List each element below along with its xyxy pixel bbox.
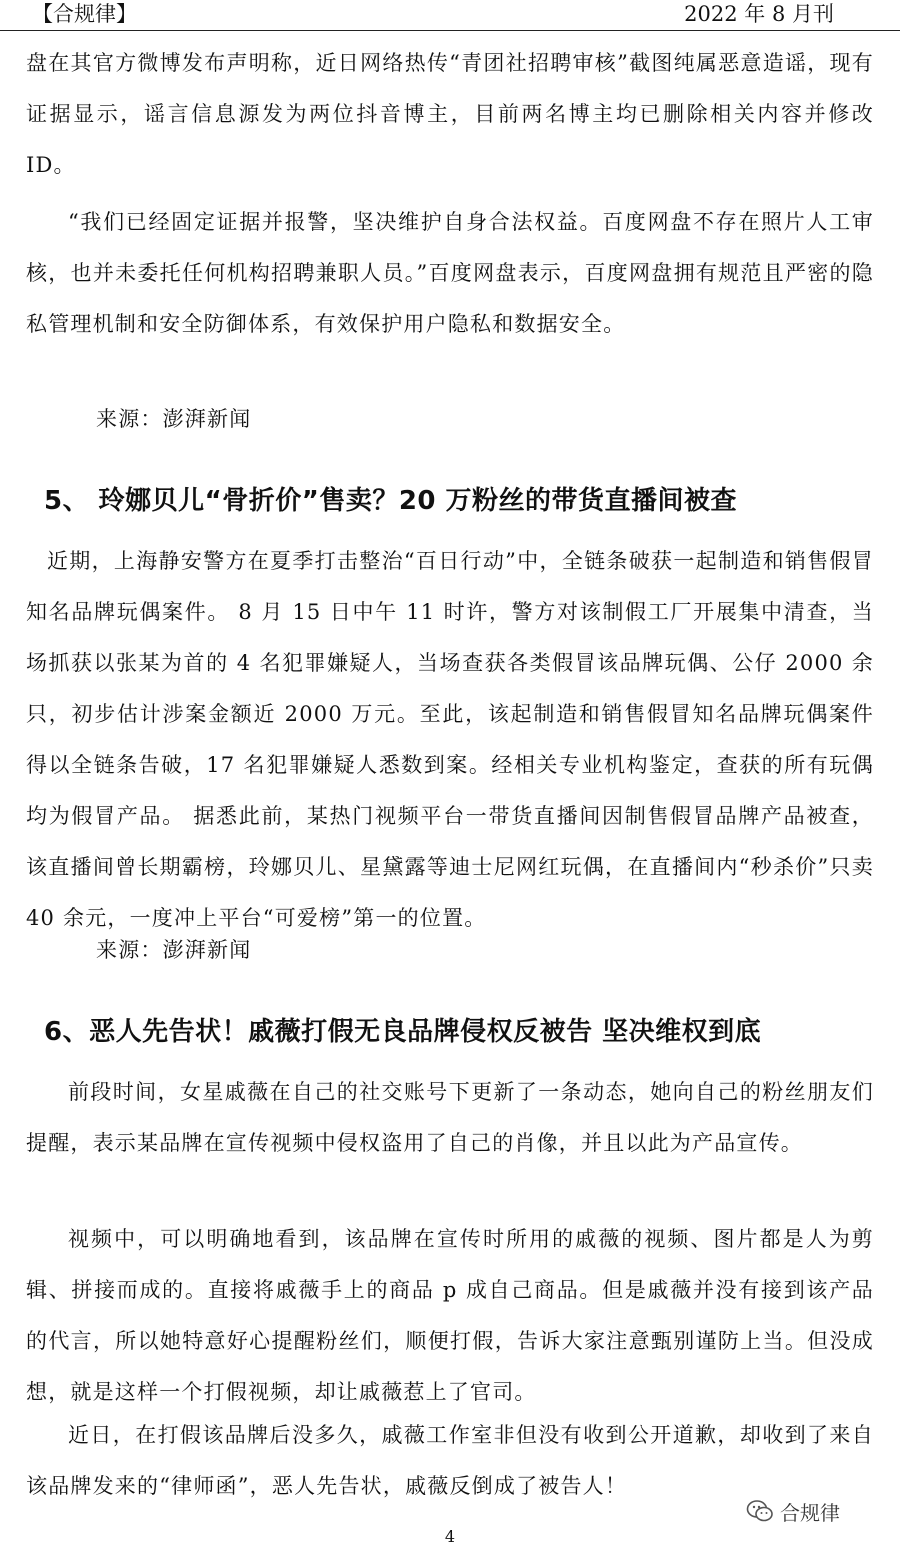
paragraph-3: 近期，上海静安警方在夏季打击整治“百日行动”中，全链条破获一起制造和销售假冒知名品牌玩偶案件。 8 月 15 日中午 11 时许，警方对该制假工厂开展集中清查，当场抓获以张某为首的 4 名犯罪嫌疑人，当场查获各类假冒该品牌玩偶、公仔 2000 余只，初步估计涉案金额近 2000 万元。至此，该起制造和销售假冒知名品牌玩偶案件得以全链条告破，17 名犯罪嫌疑人悉数到案。经相关专业机构鉴定，查获的所有玩偶均为假冒产品。 据悉此前，某热门视频平台一带货直播间因制售假冒品牌产品被查，该直播间曾长期霸榜，玲娜贝儿、星黛露等迪士尼网红玩偶，在直播间内“秒杀价”只卖 40 余元，一度冲上平台“可爱榜”第一的位置。: [26, 549, 874, 930]
wechat-watermark: [746, 1494, 840, 1528]
source-line-1: 来源：澎湃新闻: [96, 407, 252, 431]
watermark-text: 合规律: [780, 1500, 840, 1525]
page-number: 4: [444, 1527, 456, 1546]
paragraph-6: 近日，在打假该品牌后没多久，戚薇工作室非但没有收到公开道歉，却收到了来自该品牌发来的“律师函”，恶人先告状，戚薇反倒成了被告人！: [26, 1423, 874, 1498]
paragraph-5: 视频中，可以明确地看到，该品牌在宣传时所用的戚薇的视频、图片都是人为剪辑、拼接而成的。直接将戚薇手上的商品 p 成自己商品。但是戚薇并没有接到该产品的代言，所以她特意好心提醒粉丝们，顺便打假，告诉大家注意甄别谨防上当。但没成想，就是这样一个打假视频，却让戚薇惹上了官司。: [26, 1227, 874, 1404]
paragraph-1: 盘在其官方微博发布声明称，近日网络热传“青团社招聘审核”截图纯属恶意造谣，现有证据显示，谣言信息源发为两位抖音博主，目前两名博主均已删除相关内容并修改 ID。: [26, 51, 874, 177]
publication-name: 【合规律】: [32, 2, 137, 26]
paragraph-2: “我们已经固定证据并报警，坚决维护自身合法权益。百度网盘不存在照片人工审核，也并未委托任何机构招聘兼职人员。”百度网盘表示，百度网盘拥有规范且严密的隐私管理机制和安全防御体系，有效保护用户隐私和数据安全。: [26, 210, 874, 336]
source-line-2: 来源：澎湃新闻: [96, 938, 252, 962]
section-heading-6: 6、恶人先告状！戚薇打假无良品牌侵权反被告 坚决维权到底: [44, 1017, 762, 1047]
paragraph-4: 前段时间，女星戚薇在自己的社交账号下更新了一条动态，她向自己的粉丝朋友们提醒，表示某品牌在宣传视频中侵权盗用了自己的肖像，并且以此为产品宣传。: [26, 1080, 874, 1155]
wechat-icon: [746, 1499, 774, 1523]
issue-date: 2022 年 8 月刊: [684, 2, 834, 26]
section-heading-5: 5、 玲娜贝儿“骨折价”售卖？20 万粉丝的带货直播间被查: [44, 486, 738, 516]
page-header: [0, 0, 900, 31]
